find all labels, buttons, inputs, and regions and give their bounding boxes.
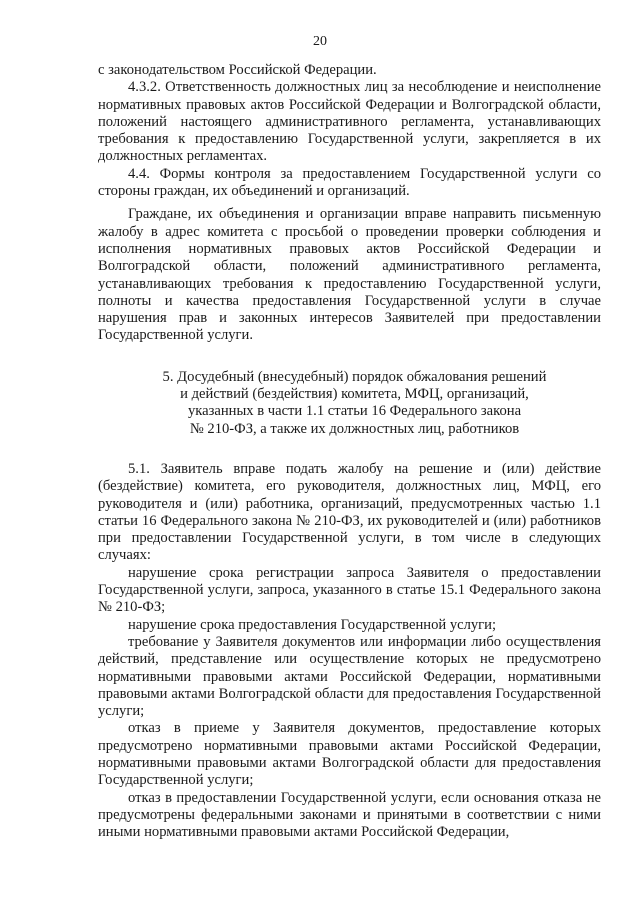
page-number: 20 (313, 34, 327, 49)
paragraph-continuation: с законодательством Российской Федерации. (98, 62, 377, 78)
paragraph-citizens-complaint: Граждане, их объединения и организации вправе направить письменную жалобу в адрес комитета с просьбой о проведении проверки соблюдения и исполнения нормативных правовых актов Российской Федерации и Волгоградской области, положений административного регламента, устанавливающих требования к предоставлению Государственной услуги, полноты и качества предоставления Государственной услуги в случае нарушения прав и законных интересов Заявителей при предоставлении Государственной услуги. (98, 206, 601, 344)
paragraph-4-4: 4.4. Формы контроля за предоставлением Государственной услуги со стороны граждан, их объединений и организаций. (98, 165, 601, 200)
section-5-heading (98, 369, 601, 438)
section-heading-line: № 210-ФЗ, а также их должностных лиц, работников (189, 420, 520, 437)
list-item-refusal-service: отказ в предоставлении Государственной услуги, если основания отказа не предусмотрены федеральными законами и принятыми в соответствии с ними иными нормативными правовыми актами Российской Федерации, (98, 789, 601, 841)
document-body (98, 62, 601, 841)
section-heading-line: 5. Досудебный (внесудебный) порядок обжалования решений (162, 368, 547, 385)
list-item-registration-deadline: нарушение срока регистрации запроса Заявителя о предоставлении Государственной услуги, запроса, указанного в статье 15.1 Федерального закона № 210-ФЗ; (98, 564, 601, 616)
paragraph-5-1: 5.1. Заявитель вправе подать жалобу на решение и (или) действие (бездействие) комитета, его руководителя, должностных лиц, МФЦ, его руководителя и (или) работника, организаций, предусмотренных частью 1.1 статьи 16 Федерального закона № 210-ФЗ, их руководителей и (или) работников при предоставлении Государственной услуги, в том числе в следующих случаях: (98, 460, 601, 564)
section-heading-line: и действий (бездействия) комитета, МФЦ, организаций, (180, 386, 529, 403)
list-item-document-requirement: требование у Заявителя документов или информации либо осуществления действий, представление или осуществление которых не предусмотрено нормативными правовыми актами Российской Федерации, нормативными правовыми актами Волгоградской области для предоставления Государственной услуги; (98, 633, 601, 720)
paragraph-4-3-2: 4.3.2. Ответственность должностных лиц за несоблюдение и неисполнение нормативных правовых актов Российской Федерации и Волгоградской области, положений настоящего административного регламента, устанавливающих требования к предоставлению Государственной услуги, закрепляется в их должностных регламентах. (98, 79, 601, 165)
list-item-service-deadline: нарушение срока предоставления Государственной услуги; (128, 616, 497, 633)
section-heading-line: указанных в части 1.1 статьи 16 Федерального закона (187, 403, 522, 420)
list-item-refusal-acceptance: отказ в приеме у Заявителя документов, предоставление которых предусмотрено нормативными правовыми актами Российской Федерации, нормативными правовыми актами Волгоградской области для предоставления Государственной услуги; (98, 720, 601, 789)
